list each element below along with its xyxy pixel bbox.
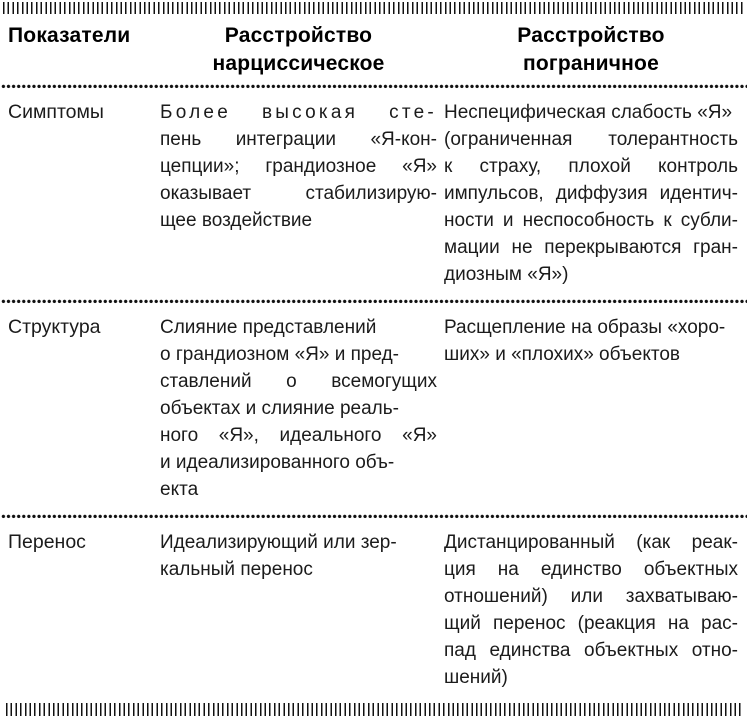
text-line: Дистанцированный (как реак- xyxy=(444,532,738,553)
cell-structure-borderline xyxy=(444,314,738,503)
text-line: шений) xyxy=(444,667,508,688)
text-line: к страху, плохой контроль xyxy=(444,156,738,177)
cell-transference-borderline xyxy=(444,529,738,691)
text-line: кальный перенос xyxy=(160,559,313,580)
text-line: (ограниченная толерантность xyxy=(444,129,738,150)
text-line: отношений) или захватываю- xyxy=(444,586,738,607)
row-separator xyxy=(1,83,747,90)
text-line: ция на единство объектных xyxy=(444,559,738,580)
table-row-structure xyxy=(0,305,748,513)
text-line: диозным «Я») xyxy=(444,264,569,285)
text-line: Расщепление на образы «хоро- xyxy=(444,317,726,338)
row-label: Перенос xyxy=(8,531,86,553)
table-bottom-border xyxy=(6,703,742,716)
header-line: Расстройство xyxy=(517,24,665,47)
text-line: пад единства объектных отно- xyxy=(444,640,738,661)
text-line: ставлений о всемогущих xyxy=(160,371,437,392)
row-separator xyxy=(1,513,747,520)
cell-structure-narcissistic xyxy=(160,314,437,503)
column-header-indicator: Показатели xyxy=(8,24,131,47)
table-row-symptoms xyxy=(0,90,748,298)
cell-symptoms-narcissistic xyxy=(160,99,437,288)
text-line: и идеализированного объ- xyxy=(160,452,395,473)
text-line: цепции»; грандиозное «Я» xyxy=(160,156,437,177)
header-line: нарциссическое xyxy=(212,52,385,75)
table-header-row xyxy=(0,14,748,80)
text-line: Более высокая сте- xyxy=(160,102,437,123)
column-header-narcissistic xyxy=(160,22,437,78)
text-line: щее воздействие xyxy=(160,210,313,231)
text-line: Слияние представлений xyxy=(160,317,377,338)
header-line: Расстройство xyxy=(224,24,373,47)
column-header-borderline xyxy=(444,22,738,78)
cell-transference-narcissistic xyxy=(160,529,437,691)
text-line: ших» и «плохих» объектов xyxy=(444,344,680,365)
table-row-transference xyxy=(0,520,748,701)
text-line: екта xyxy=(160,479,199,500)
text-line: ности и неспособность к субли- xyxy=(444,210,738,231)
text-line: пень интеграции «Я-кон- xyxy=(160,129,437,150)
text-line: Идеализирующий или зер- xyxy=(160,532,397,553)
text-line: щий перенос (реакция на рас- xyxy=(444,613,738,634)
text-line: мации не перекрываются гран- xyxy=(444,237,738,258)
row-label: Симптомы xyxy=(8,101,104,123)
row-label: Структура xyxy=(8,316,101,338)
text-line: импульсов, диффузия идентич- xyxy=(444,183,738,204)
text-line: объектах и слияние реаль- xyxy=(160,398,399,419)
text-line: о грандиозном «Я» и пред- xyxy=(160,344,400,365)
table-top-border xyxy=(3,2,745,14)
text-line: оказывает стабилизирую- xyxy=(160,183,437,204)
row-separator xyxy=(1,298,747,305)
header-line: пограничное xyxy=(523,52,659,75)
text-line: Неспецифическая слабость «Я» xyxy=(444,102,733,123)
text-line: ного «Я», идеального «Я» xyxy=(160,425,437,446)
cell-symptoms-borderline xyxy=(444,99,738,288)
